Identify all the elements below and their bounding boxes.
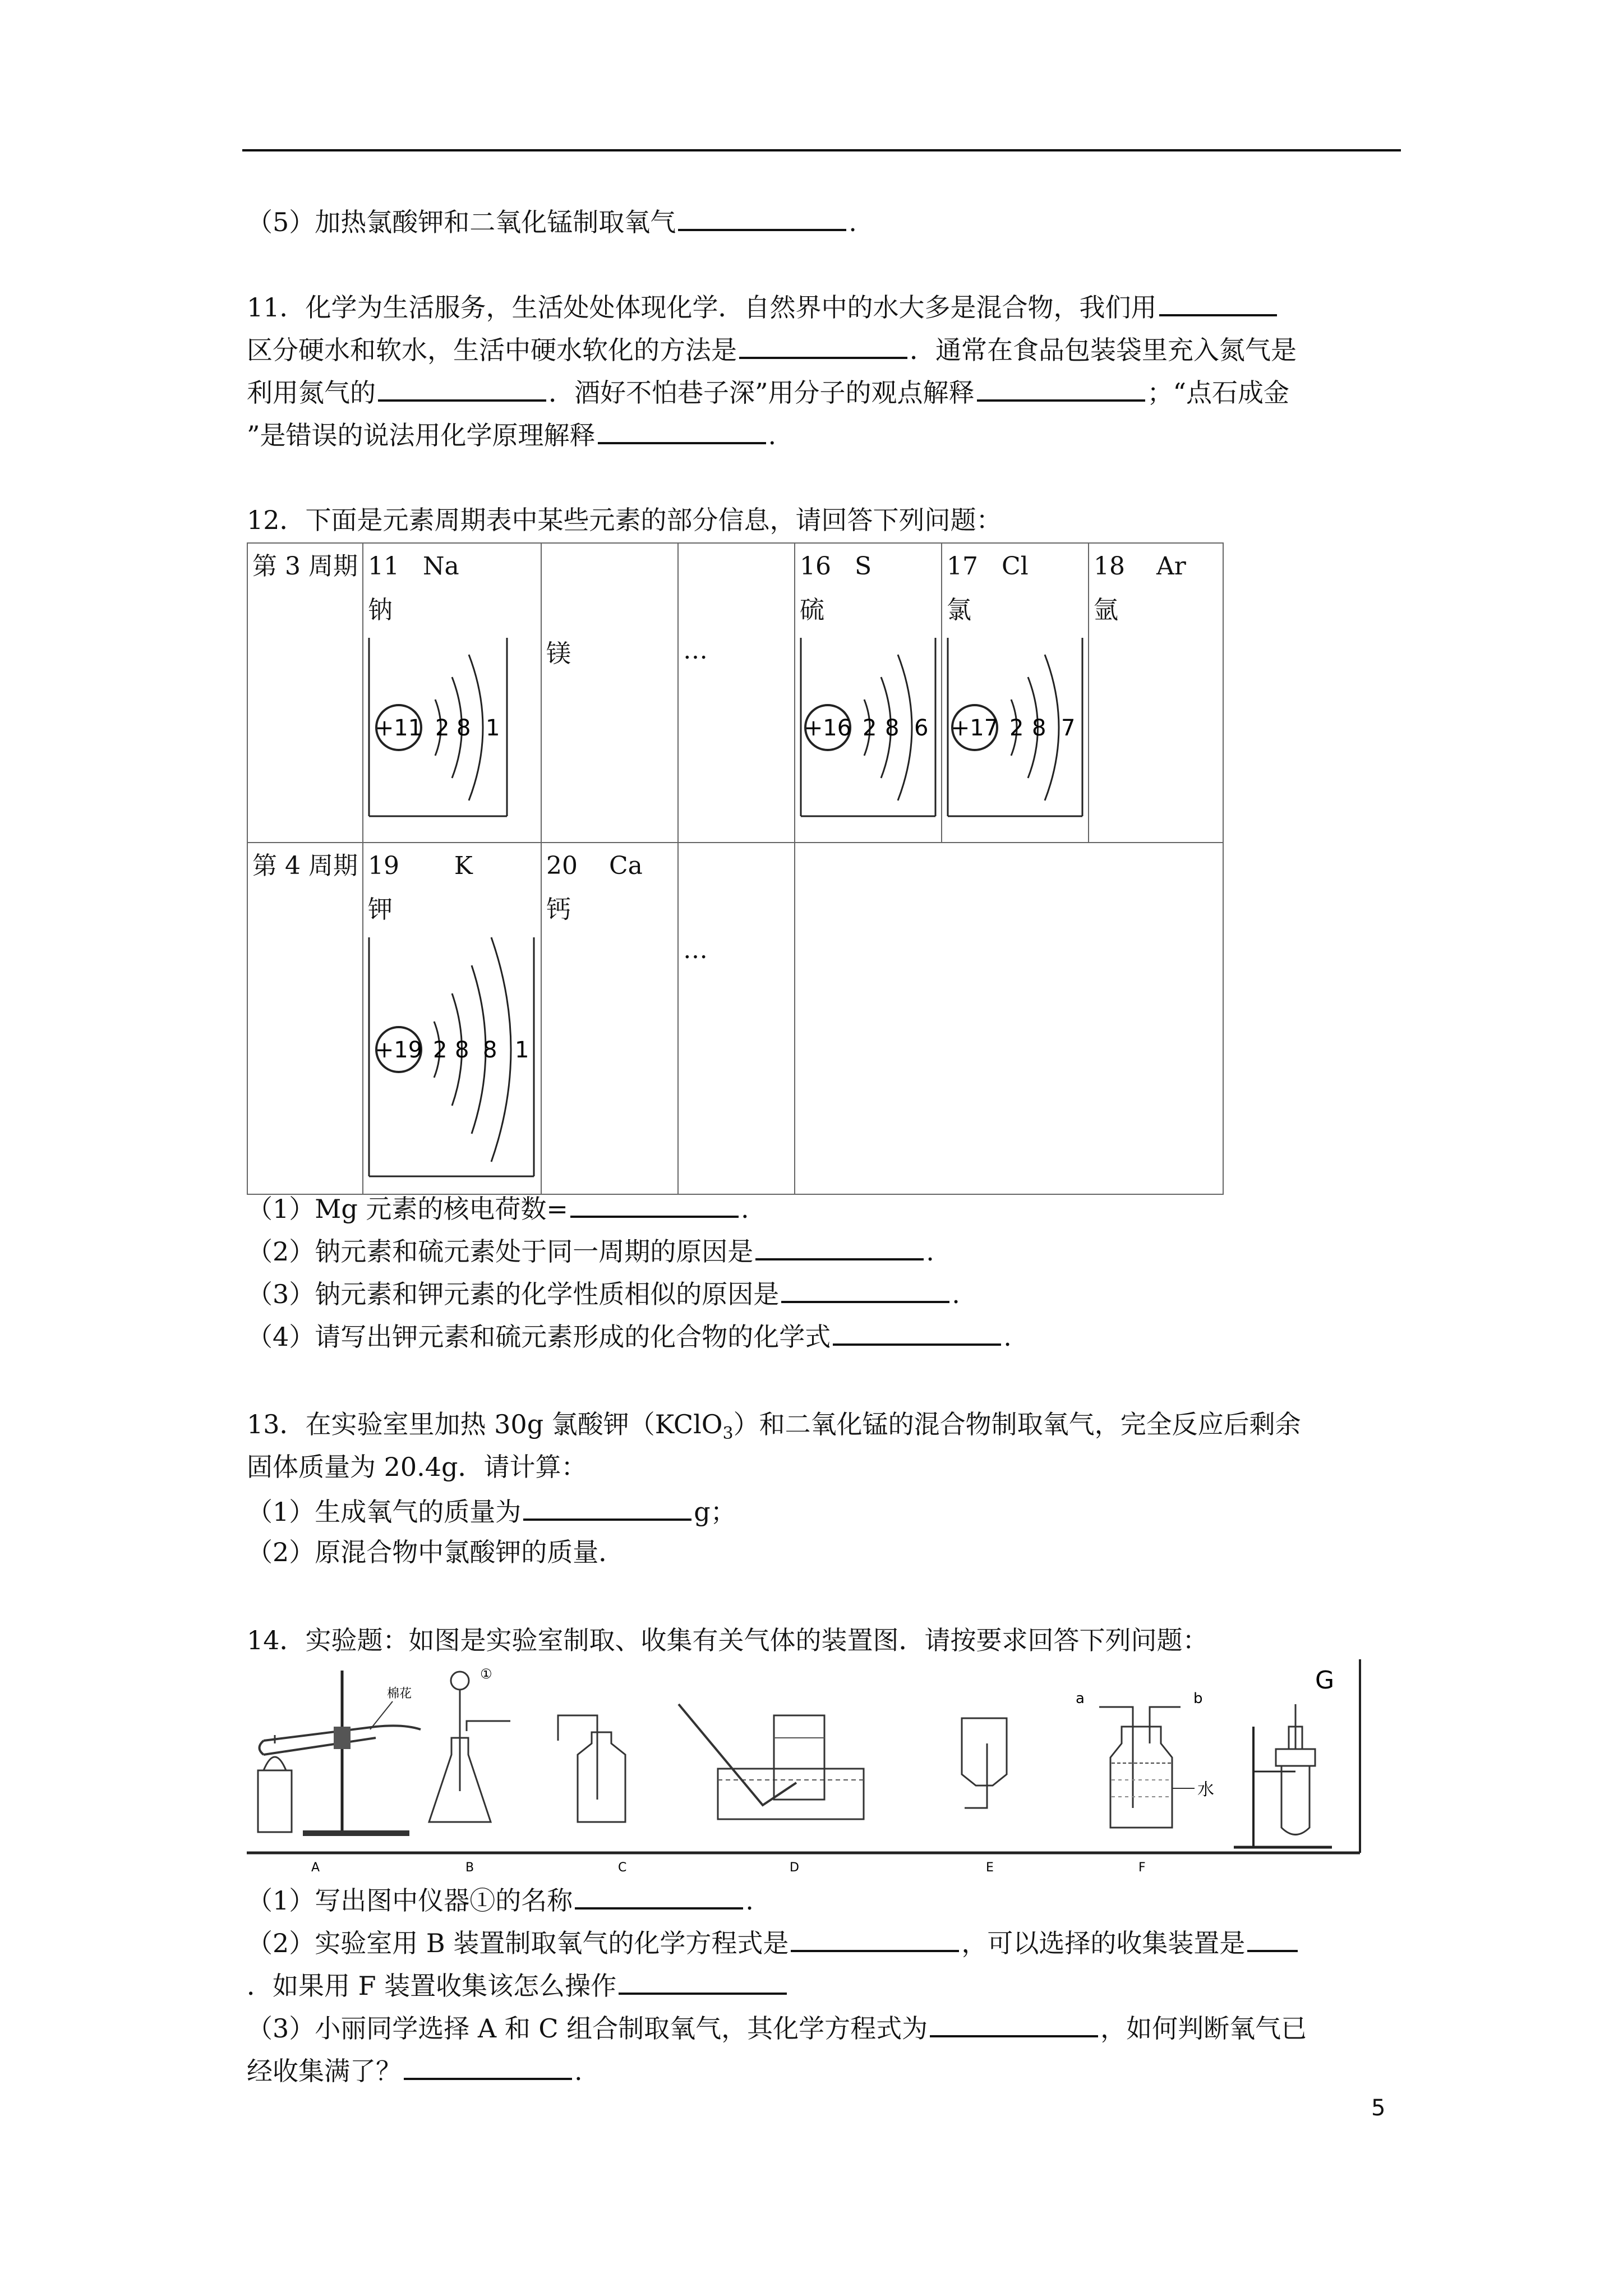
element-name: 氯	[947, 596, 971, 624]
shell-electrons: 8	[457, 715, 471, 741]
cl-atom-diagram	[947, 632, 1083, 817]
element-symbol: K	[454, 852, 473, 880]
label-d: D	[790, 1861, 799, 1872]
shell-electrons: 2	[433, 1037, 448, 1063]
q14-sub2-cont	[247, 1967, 789, 2003]
shell-electrons: 2	[863, 715, 877, 741]
answer-blank[interactable]	[791, 1924, 959, 1952]
period: .	[745, 1885, 754, 1916]
atomic-number: 20	[546, 852, 578, 880]
q10-item5-text: （5）加热氯酸钾和二氧化锰制取氧气	[247, 207, 676, 237]
q13-line1	[247, 1407, 1301, 1451]
atomic-number: 16	[800, 552, 831, 581]
answer-blank[interactable]	[575, 1881, 743, 1910]
q14-sub2-text: ，可以选择的收集装置是	[961, 1928, 1246, 1958]
cell-ca	[541, 843, 678, 1194]
header-rule	[242, 149, 1401, 151]
ellipsis: …	[683, 936, 708, 964]
shell-electrons: 1	[515, 1037, 529, 1063]
shell-electrons: 7	[1061, 715, 1076, 741]
water-label: 水	[1197, 1780, 1214, 1800]
cell-empty	[795, 843, 1223, 1194]
q12-sub1	[247, 1190, 749, 1226]
q14-sub2-text: ．如果用 F 装置收集该怎么操作	[247, 1971, 617, 2001]
port-b-label: b	[1193, 1690, 1203, 1707]
subscript: 3	[722, 1424, 734, 1444]
q14-sub3	[247, 2009, 1307, 2045]
element-name: 钙	[546, 895, 571, 924]
instrument-1-marker: ①	[480, 1666, 492, 1682]
q11-text: ．酒好不怕巷子深”用分子的观点解释	[548, 378, 975, 408]
element-symbol: Ca	[608, 852, 643, 880]
period: .	[740, 1194, 749, 1224]
label-e: E	[986, 1861, 994, 1872]
q10-item5	[247, 203, 857, 239]
port-a-label: a	[1076, 1690, 1085, 1707]
period: .	[574, 2056, 583, 2086]
period: .	[952, 1279, 960, 1309]
cell-ellipsis	[678, 843, 795, 1194]
q13-line4: （2）原混合物中氯酸钾的质量．	[247, 1537, 625, 1567]
element-symbol: Cl	[1001, 552, 1029, 581]
cell-mg	[541, 543, 678, 843]
element-name: 镁	[546, 639, 571, 668]
q11-line4	[247, 416, 776, 452]
s-atom-diagram	[800, 632, 937, 817]
period3-text: 第 3 周期	[252, 552, 358, 581]
answer-blank[interactable]	[755, 1232, 924, 1260]
answer-blank[interactable]	[598, 416, 766, 444]
atomic-number: 17	[947, 552, 978, 581]
apparatus-c	[558, 1715, 626, 1872]
q12-sub1-text: （1）Mg 元素的核电荷数=	[247, 1194, 568, 1224]
q11-text: ．通常在食品包装袋里充入氮气是	[910, 335, 1297, 365]
shell-electrons: 1	[486, 715, 500, 741]
q14-sub3-text: （3）小丽同学选择 A 和 C 组合制取氧气，其化学方程式为	[247, 2013, 928, 2044]
q13-line3	[247, 1493, 736, 1529]
shell-electrons: 2	[1009, 715, 1024, 741]
periodic-table	[247, 542, 1224, 1195]
label-g: G	[1315, 1666, 1335, 1695]
cell-ar	[1089, 543, 1223, 843]
shell-electrons: 8	[483, 1037, 497, 1063]
q12-sub2-text: （2）钠元素和硫元素处于同一周期的原因是	[247, 1236, 754, 1267]
q11-line2	[247, 331, 1297, 367]
q13-text: g；	[694, 1497, 736, 1527]
cell-s	[795, 543, 942, 843]
period4-label	[247, 843, 363, 1194]
nucleus-charge: +11	[375, 715, 423, 741]
nucleus-charge: +16	[804, 715, 852, 741]
q11-text: 11．化学为生活服务，生活处处体现化学．自然界中的水大多是混合物，我们用	[247, 292, 1157, 323]
answer-blank[interactable]	[378, 374, 546, 402]
lab-apparatus-figure	[247, 1659, 1363, 1872]
label-b: B	[465, 1861, 474, 1872]
apparatus-d	[679, 1704, 864, 1872]
apparatus-e	[962, 1718, 1007, 1872]
answer-blank[interactable]	[619, 1967, 787, 1995]
q11-text: 利用氮气的	[247, 378, 376, 408]
period4-text: 第 4 周期	[252, 852, 358, 880]
q13-line2: 固体质量为 20.4g．请计算：	[247, 1452, 587, 1482]
atomic-number: 19	[368, 852, 399, 880]
shell-electrons: 2	[435, 715, 450, 741]
q14-sub1-text: （1）写出图中仪器①的名称	[247, 1885, 573, 1916]
page-number: 5	[1371, 2095, 1386, 2121]
answer-blank[interactable]	[1159, 288, 1277, 316]
period: .	[926, 1236, 934, 1267]
element-name: 氩	[1094, 596, 1118, 624]
shell-electrons: 8	[885, 715, 900, 741]
element-symbol: S	[854, 552, 872, 581]
q14-sub2-text: （2）实验室用 B 装置制取氧气的化学方程式是	[247, 1928, 789, 1958]
label-c: C	[618, 1861, 627, 1872]
q11-line3	[247, 374, 1289, 409]
answer-blank[interactable]	[570, 1190, 739, 1218]
q13-text: ）和二氧化锰的混合物制取氧气，完全反应后剩余	[733, 1409, 1301, 1439]
q12-sub3-text: （3）钠元素和钾元素的化学性质相似的原因是	[247, 1279, 780, 1309]
shell-electrons: 8	[1032, 715, 1046, 741]
answer-blank[interactable]	[977, 374, 1145, 402]
element-name: 钠	[368, 596, 393, 624]
q12-sub4-text: （4）请写出钾元素和硫元素形成的化合物的化学式	[247, 1322, 831, 1352]
q12-sub2	[247, 1232, 934, 1268]
element-symbol: Na	[422, 552, 459, 581]
cell-na	[363, 543, 541, 843]
element-name: 硫	[800, 596, 824, 624]
answer-blank[interactable]	[404, 2052, 572, 2080]
element-symbol: Ar	[1156, 552, 1186, 581]
q12-sub3	[247, 1275, 960, 1311]
shell-electrons: 8	[455, 1037, 469, 1063]
answer-blank[interactable]	[523, 1493, 691, 1521]
q14-sub3-cont	[247, 2052, 583, 2088]
q14-sub3-text: 经收集满了？	[247, 2056, 402, 2086]
q13-text: （1）生成氧气的质量为	[247, 1497, 522, 1527]
label-f: F	[1138, 1861, 1146, 1872]
q14-sub1	[247, 1881, 754, 1917]
answer-blank[interactable]	[930, 2009, 1098, 2037]
period: .	[768, 420, 777, 450]
answer-blank[interactable]	[678, 203, 846, 231]
q12-intro: 12．下面是元素周期表中某些元素的部分信息，请回答下列问题：	[247, 505, 1002, 535]
atomic-number: 18	[1094, 552, 1125, 581]
q13-text: 13．在实验室里加热 30g 氯酸钾（KClO	[247, 1409, 723, 1439]
cell-ellipsis	[678, 543, 795, 843]
atomic-number: 11	[368, 552, 399, 581]
apparatus-b	[429, 1666, 510, 1872]
apparatus-g	[1234, 1666, 1334, 1847]
cell-k	[363, 843, 541, 1194]
q11-text: ；“点石成金	[1147, 378, 1290, 408]
apparatus-f	[1076, 1690, 1214, 1872]
ellipsis: …	[683, 636, 708, 665]
element-name: 钾	[368, 895, 393, 924]
q14-sub3-text: ，如何判断氧气已	[1100, 2013, 1307, 2044]
q14-intro: 14．实验题：如图是实验室制取、收集有关气体的装置图．请按要求回答下列问题：	[247, 1625, 1209, 1655]
na-atom-diagram	[368, 632, 508, 817]
q11-text: 区分硬水和软水，生活中硬水软化的方法是	[247, 335, 737, 365]
q11-text: ”是错误的说法用化学原理解释	[247, 420, 596, 450]
q14-sub2	[247, 1924, 1300, 1960]
answer-blank[interactable]	[739, 331, 907, 359]
period: .	[1003, 1322, 1012, 1352]
cell-cl	[942, 543, 1089, 843]
answer-blank[interactable]	[781, 1275, 949, 1303]
label-a: A	[311, 1861, 320, 1872]
period3-label	[247, 543, 363, 843]
nucleus-charge: +17	[951, 715, 999, 741]
period: .	[849, 207, 857, 237]
cotton-label: 棉花	[387, 1687, 412, 1701]
k-atom-diagram	[368, 932, 536, 1179]
answer-blank[interactable]	[833, 1318, 1001, 1346]
q11-line1	[247, 288, 1279, 324]
q12-sub4	[247, 1318, 1012, 1354]
answer-blank[interactable]	[1247, 1924, 1298, 1952]
nucleus-charge: +19	[375, 1037, 423, 1063]
apparatus-a	[258, 1671, 421, 1872]
shell-electrons: 6	[914, 715, 929, 741]
